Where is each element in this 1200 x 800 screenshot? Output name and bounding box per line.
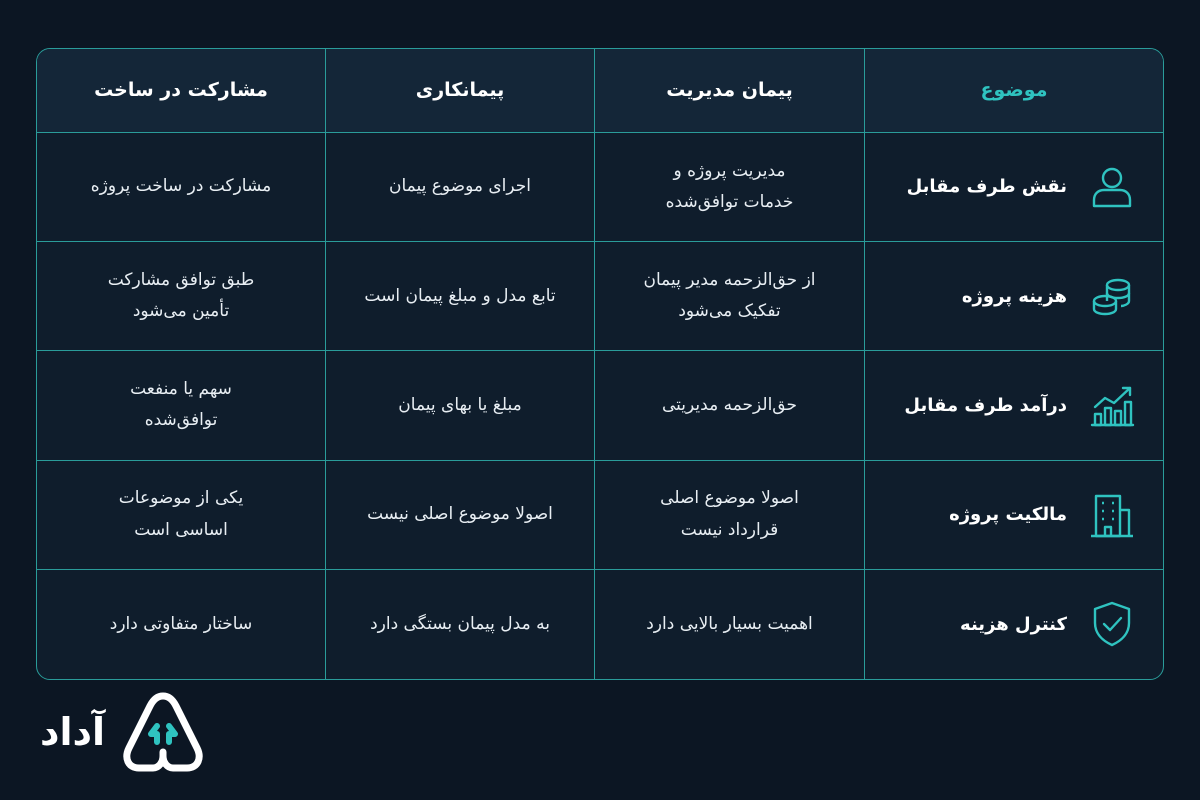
- cell-line: اصولا موضوع اصلی: [660, 488, 799, 509]
- user-icon: [1087, 162, 1137, 212]
- comparison-grid: [37, 49, 1163, 679]
- row-topic-label: نقش طرف مقابل: [906, 176, 1067, 198]
- cell-line: خدمات توافق‌شده: [665, 192, 794, 213]
- table-cell-management: [594, 242, 864, 351]
- cell-line: از حق‌الزحمه مدیر پیمان: [643, 269, 816, 290]
- table-cell-management: [594, 461, 864, 570]
- column-header: پیمان مدیریت: [594, 49, 864, 133]
- adad-logo-icon: [119, 690, 207, 774]
- cell-line: مدیریت پروژه و: [673, 160, 786, 181]
- table-cell-partnership: [37, 242, 325, 351]
- coins-icon: [1087, 271, 1137, 321]
- growth-chart-icon: [1087, 380, 1137, 430]
- row-topic: [864, 133, 1163, 242]
- row-topic: [864, 351, 1163, 460]
- cell-line: اساسی است: [134, 519, 228, 540]
- table-cell-partnership: [37, 133, 325, 242]
- cell-line: یکی از موضوعات: [118, 488, 244, 509]
- table-cell-contracting: [325, 570, 594, 679]
- shield-check-icon: [1087, 599, 1137, 649]
- table-cell-management: [594, 133, 864, 242]
- cell-line: حق‌الزحمه مدیریتی: [662, 394, 797, 415]
- column-header: مشارکت در ساخت: [37, 49, 325, 133]
- row-topic: [864, 461, 1163, 570]
- cell-line: مشارکت در ساخت پروژه: [90, 176, 272, 197]
- table-cell-management: [594, 570, 864, 679]
- table-cell-partnership: [37, 570, 325, 679]
- cell-line: به مدل پیمان بستگی دارد: [370, 613, 550, 634]
- row-topic-label: مالکیت پروژه: [949, 504, 1067, 526]
- cell-line: توافق‌شده: [144, 410, 218, 431]
- row-topic: [864, 242, 1163, 351]
- row-topic-label: درآمد طرف مقابل: [904, 394, 1067, 416]
- cell-line: تفکیک می‌شود: [678, 301, 781, 322]
- row-topic: [864, 570, 1163, 679]
- comparison-table: [36, 48, 1164, 680]
- cell-line: اجرای موضوع پیمان: [388, 176, 532, 197]
- table-cell-partnership: [37, 461, 325, 570]
- cell-line: قرارداد نیست: [680, 519, 779, 540]
- cell-line: اهمیت بسیار بالایی دارد: [646, 613, 813, 634]
- cell-line: تأمین می‌شود: [132, 301, 230, 322]
- brand-name: آداد: [40, 710, 106, 754]
- row-topic-label: هزینه پروژه: [961, 285, 1067, 307]
- cell-line: اصولا موضوع اصلی نیست: [367, 503, 553, 524]
- cell-line: ساختار متفاوتی دارد: [109, 613, 253, 634]
- table-cell-management: [594, 351, 864, 460]
- column-header: موضوع: [864, 49, 1163, 133]
- table-cell-partnership: [37, 351, 325, 460]
- cell-line: سهم یا منفعت: [130, 379, 232, 400]
- table-cell-contracting: [325, 351, 594, 460]
- table-cell-contracting: [325, 133, 594, 242]
- cell-line: مبلغ یا بهای پیمان: [398, 394, 522, 415]
- building-icon: [1087, 490, 1137, 540]
- cell-line: طبق توافق مشارکت: [107, 269, 255, 290]
- table-cell-contracting: [325, 461, 594, 570]
- column-header: پیمانکاری: [325, 49, 594, 133]
- brand-logo: [40, 690, 207, 774]
- row-topic-label: کنترل هزینه: [960, 613, 1067, 635]
- cell-line: تابع مدل و مبلغ پیمان است: [364, 285, 556, 306]
- table-cell-contracting: [325, 242, 594, 351]
